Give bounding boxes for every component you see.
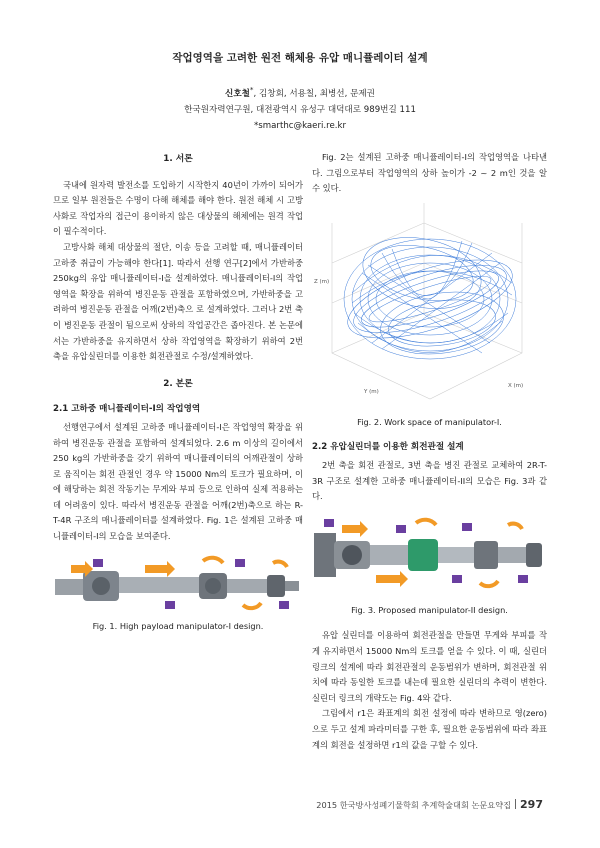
- page-footer: [316, 798, 543, 811]
- section-intro-title: 1. 서론: [163, 154, 193, 164]
- figure-1-caption: Fig. 1. High payload manipulator-I design.: [92, 620, 264, 631]
- footer-divider: [515, 799, 516, 809]
- right-paragraph-1: Fig. 2는 설계된 고하중 매니퓰레이터-I의 작업영역을 나타낸다. 그림으로부터 작업영역의 상하 높이가 -2 ~ 2 m인 것을 알 수 있다.: [312, 152, 547, 194]
- affiliation: 한국원자력연구원, 대전광역시 유성구 대덕대로 989번길 111: [184, 104, 416, 115]
- subsection-2-2-paragraph-3: 그림에서 r1은 좌표계의 회전 설정에 따라 변하므로 영(zero)으로 두고 설계 파라미터를 구한 후, 필요한 운동범위에 따라 좌표계의 회전을 설정하면 r1의 값을 구할 수 있다.: [312, 708, 547, 750]
- paper-title: 작업영역을 고려한 원전 해체용 유압 매니퓰레이터 설계: [172, 52, 428, 64]
- figure-2-zlabel: Z (m): [314, 278, 330, 285]
- section-main-title: 2. 본론: [163, 378, 193, 389]
- email: *smarthc@kaeri.re.kr: [254, 120, 346, 131]
- figure-1-image: [53, 555, 303, 615]
- figure-3-image: [312, 513, 547, 599]
- figure-2-caption: Fig. 2. Work space of manipulator-I.: [357, 416, 502, 427]
- subsection-2-1-paragraph: 선행연구에서 설계된 고하중 매니퓰레이터-I은 작업영역 확장을 위하여 병진운동 관절을 포함하여 설계되었다. 2.6 m 이상의 길이에서 250 kg의 가반하중을 갖기 위하여 매니퓰레이터의 어깨관절이 상하로 움직이는 회전 관절인 경우 약 15000 Nm의 토크가 필요하며, 이에 해당하는 회전 작동기는 무게와 부피 등으로 인하여 실제 적용하는데 어려움이 있다. 따라서 병진운동 관절을 어깨(2번)축으로 하는 R-T-4R 구조의 매니퓰레이터를 설계하였다. Fig. 1은 설계된 고하중 매니퓰레이터-I의 모습을 보여준다.: [53, 421, 303, 542]
- figure-2-image: [312, 203, 547, 411]
- author-mark: *: [249, 85, 254, 94]
- figure-2-ylabel: Y (m): [364, 388, 379, 395]
- main-author: 신호철: [225, 88, 250, 99]
- co-authors: , 김창회, 서용칠, 최병선, 문제권: [253, 88, 375, 99]
- page-number: 297: [520, 798, 543, 811]
- figure-3-caption: Fig. 3. Proposed manipulator-II design.: [351, 604, 508, 615]
- intro-paragraph-1: 국내에 원자력 발전소를 도입하기 시작한지 40년이 가까이 되어가므로 일부 원전들은 수명이 다해 해체를 해야 한다. 원전 해체 시 고방사화로 작업자의 접근이 용이하지 않은 대상물의 해체에는 원격 작업이 필수적이다.: [53, 179, 303, 237]
- subsection-2-2-title: 2.2 유압실린더를 이용한 회전관절 설계: [312, 442, 464, 453]
- author-block: [0, 82, 600, 134]
- subsection-2-1-title: 2.1 고하중 매니퓰레이터-I의 작업영역: [53, 404, 201, 415]
- footer-text: 2015 한국방사성폐기물학회 추계학술대회 논문요약집: [316, 800, 512, 810]
- subsection-2-2-paragraph-2: 유압 실린더를 이용하여 회전관절을 만들면 무게와 부피를 작게 유지하면서 15000 Nm의 토크를 얻을 수 있다. 이 때, 실린더 링크의 설계에 따라 회전관절의 운동범위가 변하며, 회전관절 위치에 따라 동일한 토크를 내는데 필요한 실린더의 추력이 변한다. 실린더 링크의 개략도는 Fig. 4와 같다.: [312, 630, 547, 703]
- subsection-2-2-paragraph-1: 2번 축을 회전 관절로, 3번 축을 병진 관절로 교체하여 2R-T-3R 구조로 설계한 고하중 매니퓰레이터-II의 모습은 Fig. 3과 같다.: [312, 459, 547, 502]
- intro-paragraph-2: 고방사화 해체 대상물의 절단, 이송 등을 고려할 때, 매니퓰레이터 고하중 취급이 가능해야 한다[1]. 따라서 선행 연구[2]에서 가반하중 250kg의 유압 매니퓰레이터-I을 설계하였다. 매니퓰레이터-I의 작업영역을 확장을 위하여 병진운동 관절을 포함하였으며, 가반하중을 고려하여 병진운동 관절을 어깨(2번)축으 로 설계하였다. 그러나 2번 축이 병진운동 관절이 됨으로써 상하의 작업공간은 좁아진다. 본 논문에서는 가반하중을 유지하면서 상하 작업영역을 확장하기 위하여 2번 축을 유압실린더를 이용한 회전관절로 수정/설계하였다.: [53, 241, 303, 362]
- figure-2-xlabel: X (m): [508, 382, 524, 389]
- left-column: [53, 148, 303, 644]
- right-column: [312, 150, 547, 753]
- author-line: [0, 82, 600, 102]
